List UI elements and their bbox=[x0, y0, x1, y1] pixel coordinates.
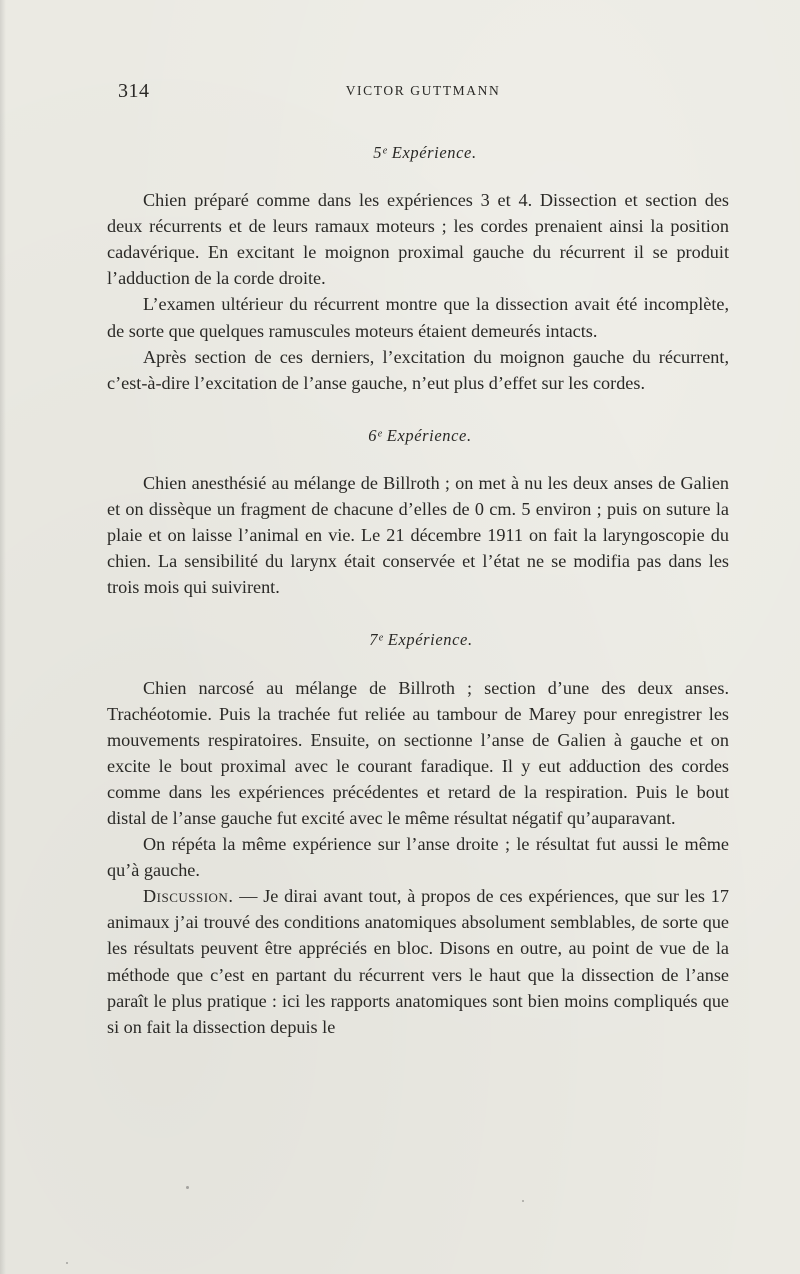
paragraph-experience-5-1: Chien préparé comme dans les expériences 3 et 4. Dissection et section des deux récurrents et de leurs ramaux moteurs ; les cordes prenaient ainsi la position cadavérique. En excitant le moignon proximal gauche du récurrent il se produit l’adduction de la corde droite. bbox=[107, 190, 729, 289]
discussion-text: — Je dirai avant tout, à propos de ces expériences, que sur les 17 animaux j’ai trouvé des conditions anatomiques absolument semblables, de sorte que les résultats peuvent être appréciés en bloc. Disons en outre, au point de vue de la méthode que c’est en partant du récurrent vers le haut que la dissection de l’anse paraît le plus pratique : ici les rapports anatomiques sont bien moins compliqués que si on fait la dissection depuis le bbox=[107, 886, 729, 1037]
paper-speck bbox=[186, 1186, 189, 1189]
page-number: 314 bbox=[118, 80, 150, 102]
paragraph-experience-7-2: On répéta la même expérience sur l’anse droite ; le résultat fut aussi le même qu’à gauche. bbox=[107, 834, 729, 881]
section-heading-experience-7: 7ᵉ Expérience. bbox=[369, 630, 473, 650]
discussion-label: Discussion. bbox=[143, 886, 234, 907]
paper-speck bbox=[66, 1262, 68, 1264]
body-text bbox=[107, 140, 729, 1040]
paper-speck bbox=[586, 760, 588, 762]
running-head: VICTOR GUTTMANN bbox=[345, 83, 501, 98]
section-heading-experience-5: 5ᵉ Expérience. bbox=[373, 143, 477, 162]
paragraph-experience-5-3: Après section de ces derniers, l’excitation du moignon gauche du récurrent, c’est-à-dire l’excitation de l’anse gauche, n’eut plus d’effet sur les cordes. bbox=[107, 346, 729, 393]
page-edge-shadow bbox=[0, 0, 6, 1274]
paper-speck bbox=[522, 1200, 524, 1202]
paragraph-experience-6-1: Chien anesthésié au mélange de Billroth ; on met à nu les deux anses de Galien et on dissèque un fragment de chacune d’elles de 0 cm. 5 environ ; puis on suture la plaie et on laisse l’animal en vie. Le 21 décembre 1911 on fait la laryngoscopie du chien. La sensibilité du larynx était conservée et l’état ne se modifia pas dans les trois mois qui suivirent. bbox=[107, 472, 729, 598]
paragraph-discussion bbox=[107, 883, 729, 1040]
paragraph-experience-7-1: Chien narcosé au mélange de Billroth ; section d’une des deux anses. Trachéotomie. Puis la trachée fut reliée au tambour de Marey pour enregistrer les mouvements respiratoires. Ensuite, on sectionne l’anse de Galien à gauche et on excite le bout proximal avec le courant faradique. Il y eut adduction des cordes comme dans les expériences précédentes et retard de la respiration. Puis le bout distal de l’anse gauche fut excité avec le même résultat négatif qu’auparavant. bbox=[107, 677, 729, 828]
page-header bbox=[118, 80, 728, 110]
paragraph-experience-5-2: L’examen ultérieur du récurrent montre que la dissection avait été incomplète, de sorte que quelques ramuscules moteurs étaient demeurés intacts. bbox=[107, 294, 729, 341]
section-heading-experience-6: 6ᵉ Expérience. bbox=[368, 425, 472, 445]
